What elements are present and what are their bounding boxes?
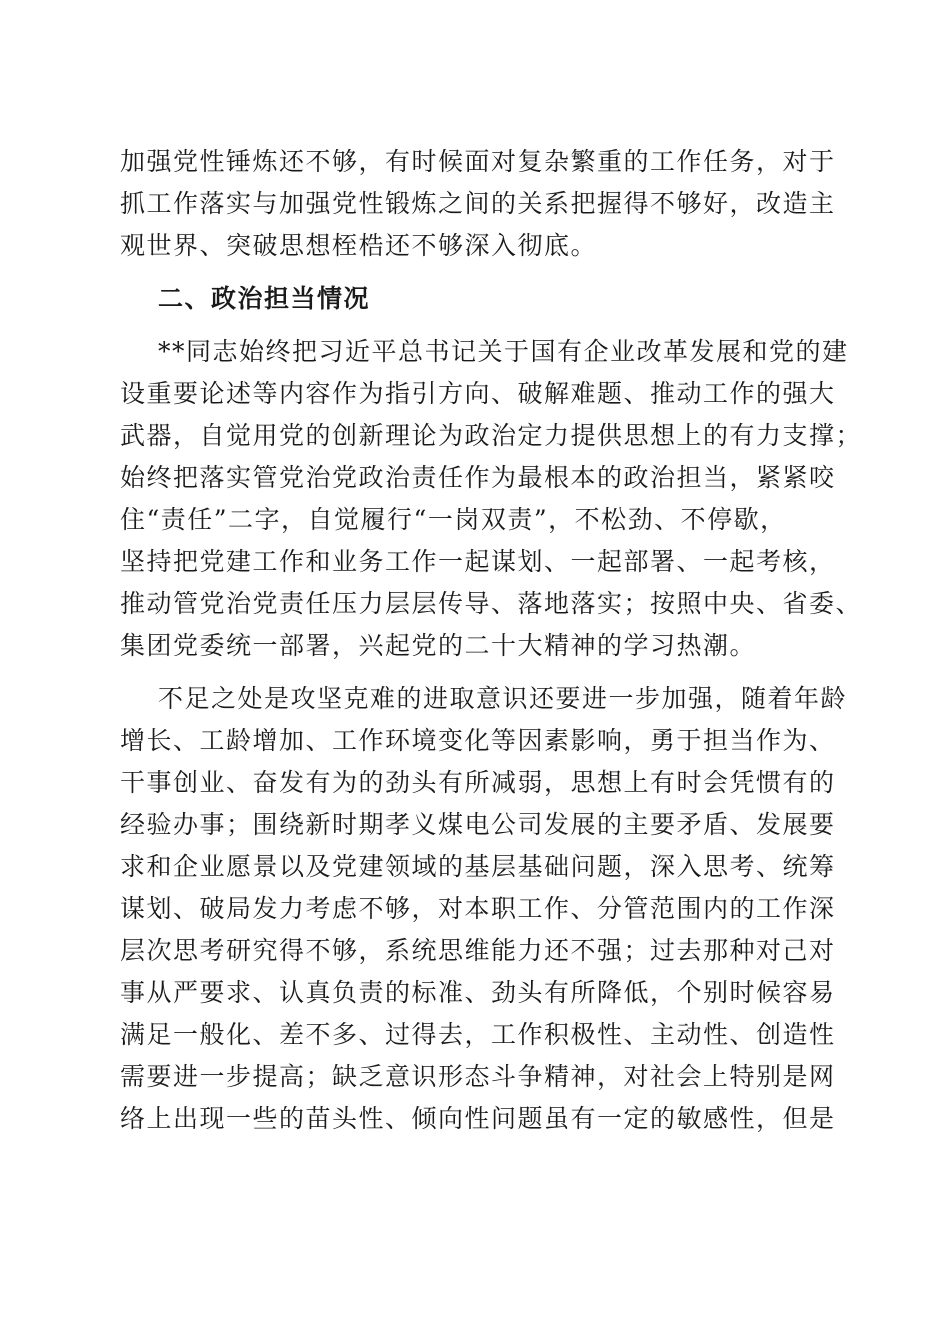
text-line: 经验办事；围绕新时期孝义煤电公司发展的主要矛盾、发展要 — [120, 810, 836, 839]
text-line: 加强党性锤炼还不够，有时候面对复杂繁重的工作任务，对于 — [120, 147, 836, 176]
text-line: 增长、工龄增加、工作环境变化等因素影响，勇于担当作为、 — [120, 726, 836, 755]
text-line: 谋划、破局发力考虑不够，对本职工作、分管范围内的工作深 — [120, 894, 836, 923]
text-line: **同志始终把习近平总书记关于国有企业改革发展和党的建 — [158, 337, 849, 366]
text-line: 需要进一步提高；缺乏意识形态斗争精神，对社会上特别是网 — [120, 1062, 836, 1091]
text-line: 设重要论述等内容作为指引方向、破解难题、推动工作的强大 — [120, 379, 836, 408]
text-line: 集团党委统一部署，兴起党的二十大精神的学习热潮。 — [120, 631, 757, 660]
text-line: 推动管党治党责任压力层层传导、落地落实；按照中央、省委、 — [120, 589, 863, 618]
text-line: 求和企业愿景以及党建领域的基层基础问题，深入思考、统筹 — [120, 852, 836, 881]
text-line: 始终把落实管党治党政治责任作为最根本的政治担当，紧紧咬 — [120, 463, 836, 492]
text-line: 住“责任”二字，自觉履行“一岗双责”，不松劲、不停歇， — [120, 505, 787, 534]
text-line: 抓工作落实与加强党性锻炼之间的关系把握得不够好，改造主 — [120, 189, 836, 218]
text-line: 络上出现一些的苗头性、倾向性问题虽有一定的敏感性，但是 — [120, 1104, 836, 1133]
paragraph-political-responsibility — [120, 331, 863, 667]
text-line: 干事创业、奋发有为的劲头有所减弱，思想上有时会凭惯有的 — [120, 768, 836, 797]
continued-paragraph — [120, 141, 836, 267]
paragraph-shortcomings — [120, 678, 848, 1140]
text-line: 不足之处是攻坚克难的进取意识还要进一步加强，随着年龄 — [158, 684, 848, 713]
text-line: 坚持把党建工作和业务工作一起谋划、一起部署、一起考核， — [120, 547, 836, 576]
text-line: 武器，自觉用党的创新理论为政治定力提供思想上的有力支撑； — [120, 421, 863, 450]
text-line: 满足一般化、差不多、过得去，工作积极性、主动性、创造性 — [120, 1020, 836, 1049]
text-line: 层次思考研究得不够，系统思维能力还不强；过去那种对己对 — [120, 936, 836, 965]
text-line: 观世界、突破思想桎梏还不够深入彻底。 — [120, 231, 598, 260]
document-body — [120, 141, 863, 1140]
text-line: 事从严要求、认真负责的标准、劲头有所降低，个别时候容易 — [120, 978, 836, 1007]
section-heading: 二、政治担当情况 — [158, 284, 371, 313]
